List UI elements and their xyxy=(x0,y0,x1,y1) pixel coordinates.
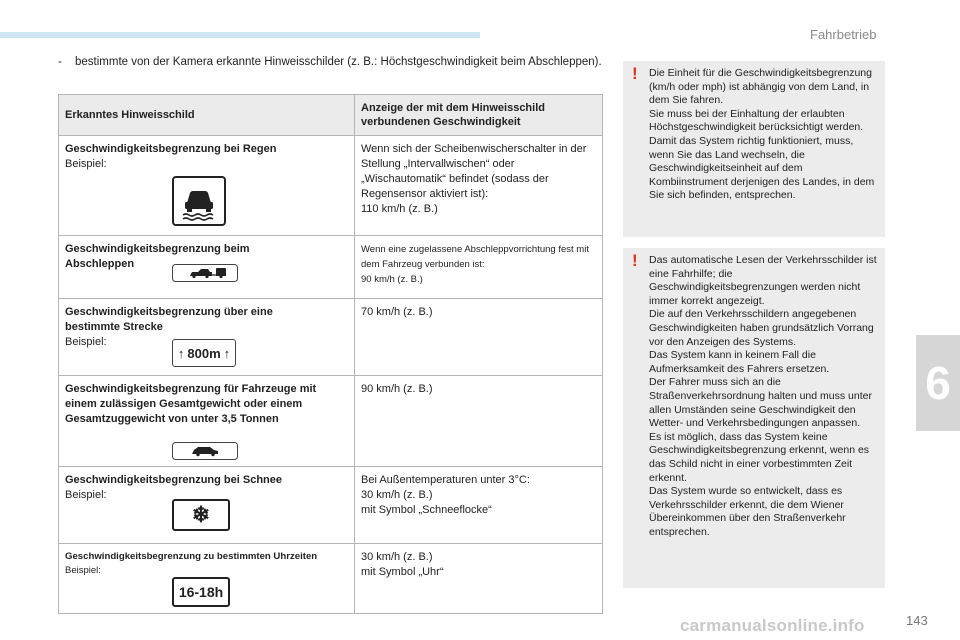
speed-cell xyxy=(355,299,603,376)
arrow-up-icon: ↑ xyxy=(223,345,231,361)
sign-name: Geschwindigkeitsbegrenzung über eine bestimmte Strecke xyxy=(65,306,273,333)
sign-cell xyxy=(59,467,355,544)
distance-sign-icon xyxy=(172,339,236,367)
example-label: Beispiel: xyxy=(65,336,107,348)
col-header-sign: Erkanntes Hinweisschild xyxy=(59,95,355,136)
page-number: 143 xyxy=(906,613,928,628)
table-row xyxy=(59,299,603,376)
note-text: Die Einheit für die Geschwindigkeitsbegrenzung (km/h oder mph) ist abhängig von dem Land, in dem Sie fahren. Sie muss bei der Einhaltung der erlaubten Höchstgeschwindigkeit berücksichtigt werden. Damit das System richtig funktioniert, muss, wenn Sie das Land wechseln, die Geschwindigkeitseinheit auf dem Kombiinstrument derjenigen des Landes, in dem Sie sich befinden, entsprechen. xyxy=(649,67,875,202)
rain-sign-icon xyxy=(172,176,348,229)
speed-text: Wenn sich der Scheibenwischerschalter in der Stellung „Intervallwischen“ oder „Wischautomatik“ befindet (sodass der Regensensor aktiviert ist): 110 km/h (z. B.) xyxy=(361,143,587,215)
chapter-number-tab: 6 xyxy=(916,335,960,431)
car-weight-sign-icon xyxy=(172,442,238,463)
speed-cell xyxy=(355,467,603,544)
table-row xyxy=(59,376,603,467)
towing-sign-icon xyxy=(172,264,238,285)
sign-name: Geschwindigkeitsbegrenzung bei Regen xyxy=(65,143,277,155)
speed-text: 90 km/h (z. B.) xyxy=(361,383,433,395)
sign-name: Geschwindigkeitsbegrenzung für Fahrzeuge mit einem zulässigen Gesamtgewicht oder einem Gesamtzuggewicht von unter 3,5 Tonnen xyxy=(65,383,317,425)
sign-cell xyxy=(59,136,355,236)
example-label: Beispiel: xyxy=(65,489,107,501)
speed-text: Bei Außentemperaturen unter 3°C: 30 km/h (z. B.) mit Symbol „Schneeflocke“ xyxy=(361,474,530,516)
intro-bullet xyxy=(58,55,603,70)
table-row xyxy=(59,467,603,544)
sign-cell xyxy=(59,376,355,467)
speed-cell xyxy=(355,136,603,236)
sign-name: Geschwindigkeitsbegrenzung zu bestimmten Uhrzeiten xyxy=(65,551,318,562)
col-header-speed: Anzeige der mit dem Hinweisschild verbundenen Geschwindigkeit xyxy=(355,95,603,136)
bullet-dash: - xyxy=(58,56,62,68)
table-row xyxy=(59,544,603,614)
note-text: Das automatische Lesen der Verkehrsschilder ist eine Fahrhilfe; die Geschwindigkeitsbegrenzungen werden nicht immer korrekt angezeigt. Die auf den Verkehrsschildern angegebenen Geschwindigkeiten haben grundsätzlich Vorrang vor den Anzeigen des Systems. Das System kann in keinem Fall die Aufmerksamkeit des Fahrers ersetzen. Der Fahrer muss sich an die Straßenverkehrsordnung halten und muss unter allen Umständen seine Geschwindigkeit den Wetter- und Verkehrsbedingungen anpassen. Es ist möglich, dass das System keine Geschwindigkeitsbegrenzung erkennt, wenn es das Schild nicht in einer vorbestimmten Zeit erkennt. Das System wurde so entwickelt, dass es Verkehrsschilder erkennt, die dem Wiener Übereinkommen über den Straßenverkehr entsprechen. xyxy=(649,254,877,538)
speed-text: 30 km/h (z. B.) mit Symbol „Uhr“ xyxy=(361,551,444,578)
header-accent-bar xyxy=(0,32,480,38)
table-row xyxy=(59,236,603,299)
sign-table xyxy=(58,94,603,614)
speed-cell xyxy=(355,544,603,614)
sign-name: Geschwindigkeitsbegrenzung beim Abschleppen xyxy=(65,243,250,270)
time-sign-icon xyxy=(172,577,230,607)
speed-cell xyxy=(355,376,603,467)
chapter-title: Fahrbetrieb xyxy=(810,27,877,42)
snowflake-sign-icon: ❄ xyxy=(172,499,230,531)
speed-text: 70 km/h (z. B.) xyxy=(361,306,433,318)
sign-cell xyxy=(59,299,355,376)
watermark: carmanualsonline.info xyxy=(680,616,865,635)
example-label: Beispiel: xyxy=(65,158,107,170)
arrow-up-icon: ↑ xyxy=(177,345,185,361)
warning-icon: ! xyxy=(632,251,638,270)
intro-text: bestimmte von der Kamera erkannte Hinweisschilder (z. B.: Höchstgeschwindigkeit beim Abschleppen). xyxy=(75,56,602,68)
note-box-limitations xyxy=(623,248,885,588)
sign-cell xyxy=(59,544,355,614)
note-box-unit xyxy=(623,61,885,237)
sign-text: 16-18h xyxy=(178,584,224,600)
sign-text: 800m xyxy=(187,345,221,361)
sign-name: Geschwindigkeitsbegrenzung bei Schnee xyxy=(65,474,282,486)
warning-icon: ! xyxy=(632,64,638,83)
example-label: Beispiel: xyxy=(65,565,101,576)
sign-cell xyxy=(59,236,355,299)
speed-text: Wenn eine zugelassene Abschleppvorrichtung fest mit dem Fahrzeug verbunden ist: 90 km/h (z. B.) xyxy=(361,244,589,285)
table-row xyxy=(59,136,603,236)
table-header-row xyxy=(59,95,603,136)
speed-cell xyxy=(355,236,603,299)
